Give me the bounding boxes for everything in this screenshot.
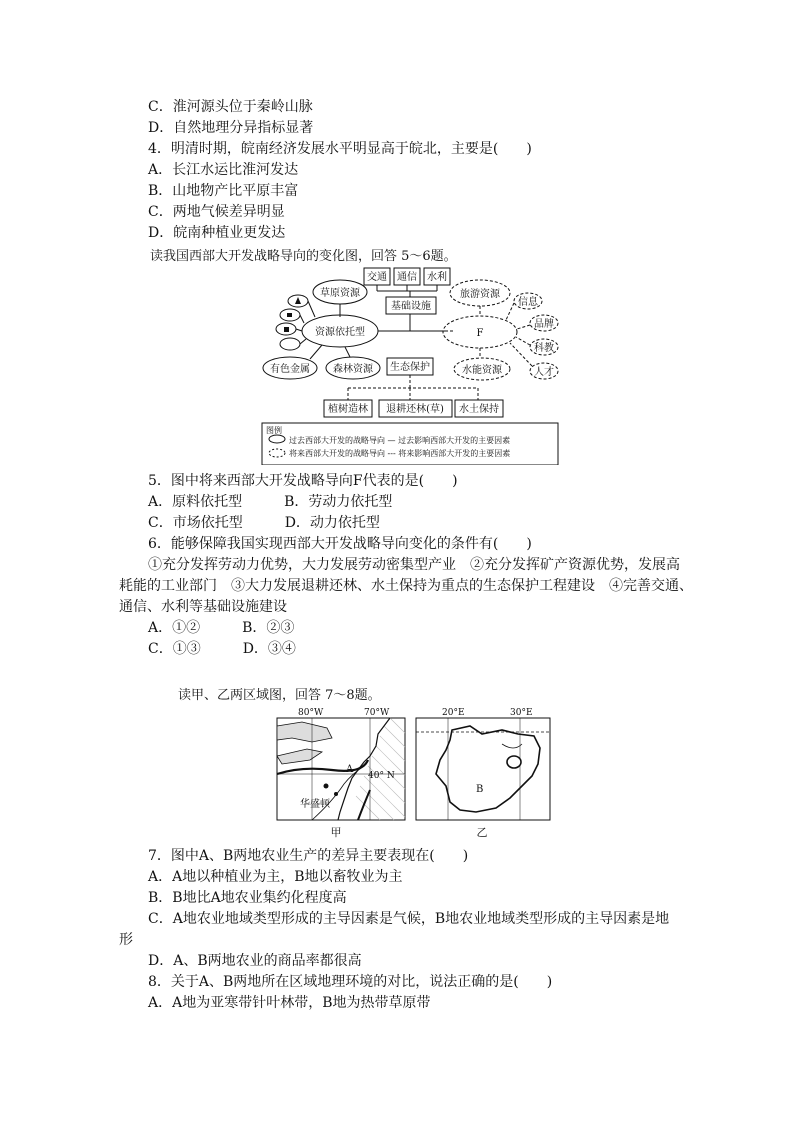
- strategy-diagram: [260, 265, 560, 465]
- label-f: F: [476, 328, 484, 339]
- label-transport: 交通: [367, 272, 387, 283]
- label-soil-conservation: 水土保持: [459, 404, 499, 415]
- legend-title: 图例: [266, 426, 282, 435]
- q7-option-d: D．A、B两地农业的商品率都很高: [148, 953, 362, 969]
- label-science: 科教: [534, 343, 554, 354]
- q4-stem: 4．明清时期，皖南经济发展水平明显高于皖北，主要是( ): [148, 141, 532, 157]
- q3-option-c: C．淮河源头位于秦岭山脉: [148, 99, 313, 115]
- map-yi: [410, 704, 560, 844]
- label-return-forest: 退耕还林(草): [386, 404, 444, 415]
- jia-caption: 甲: [330, 826, 342, 839]
- label-info: 信息: [518, 297, 538, 308]
- label-infrastructure: 基础设施: [391, 301, 431, 312]
- q7-option-c-line1: C．A地农业地域类型形成的主导因素是气候，B地农业地域类型形成的主导因素是地: [148, 911, 670, 927]
- jia-point-a: A: [346, 764, 354, 775]
- label-talent: 人才: [534, 367, 554, 378]
- intro-5-6: 读我国西部大开发战略导向的变化图，回答 5～6题。: [150, 249, 457, 264]
- legend-row-2: 将来西部大开发的战略导向 --- 将来影响西部大开发的主要因素: [289, 449, 511, 458]
- q5-stem: 5．图中将来西部大开发战略导向F代表的是( ): [148, 473, 458, 489]
- q7-option-b: B．B地比A地农业集约化程度高: [148, 890, 347, 906]
- q4-option-b: B．山地物产比平原丰富: [148, 183, 299, 199]
- label-forest: 森林资源: [333, 364, 373, 375]
- jia-city-washington: 华盛顿: [300, 799, 330, 810]
- label-eco: 生态保护: [390, 362, 430, 373]
- map-jia: [272, 704, 412, 844]
- jia-lon-80w: 80°W: [298, 708, 324, 718]
- legend-row-1: 过去西部大开发的战略导向 — 过去影响西部大开发的主要因素: [289, 436, 511, 445]
- label-tourism: 旅游资源: [460, 289, 500, 300]
- label-grassland: 草原资源: [320, 288, 360, 299]
- q7-option-a: A．A地以种植业为主，B地以畜牧业为主: [148, 869, 403, 885]
- q7-stem: 7．图中A、B两地农业生产的差异主要表现在( ): [148, 848, 469, 864]
- yi-lon-20e: 20°E: [442, 708, 465, 718]
- q5-options-row2: C．市场依托型 D．动力依托型: [148, 515, 380, 531]
- label-tree-planting: 植树造林: [328, 404, 368, 415]
- label-water: 水利: [427, 272, 447, 283]
- q6-item-line1: ①充分发挥劳动力优势，大力发展劳动密集型产业 ②充分发挥矿产资源优势，发展高: [148, 557, 680, 573]
- q4-option-a: A．长江水运比淮河发达: [148, 162, 299, 178]
- yi-caption: 乙: [476, 826, 488, 839]
- jia-lon-70w: 70°W: [364, 708, 390, 718]
- intro-7-8: 读甲、乙两区域图，回答 7～8题。: [178, 688, 381, 703]
- yi-point-b: B: [476, 784, 484, 795]
- q7-option-c-line2: 形: [119, 932, 133, 948]
- jia-lat-40n: 40° N: [368, 771, 395, 781]
- q6-item-line3: 通信、水利等基础设施建设: [119, 599, 287, 615]
- q4-option-d: D．皖南种植业更发达: [148, 225, 286, 241]
- q8-option-a: A．A地为亚寒带针叶林带，B地为热带草原带: [148, 995, 431, 1011]
- label-brand: 品牌: [534, 319, 554, 330]
- q6-options-row1: A．①② B．②③: [148, 620, 295, 636]
- q3-option-d: D．自然地理分异指标显著: [148, 120, 314, 136]
- label-hydro: 水能资源: [462, 365, 502, 376]
- q6-item-line2: 耗能的工业部门 ③大力发展退耕还林、水土保持为重点的生态保护工程建设 ④完善交通、: [119, 578, 693, 594]
- q5-options-row1: A．原料依托型 B．劳动力依托型: [148, 494, 393, 510]
- yi-lon-30e: 30°E: [510, 708, 533, 718]
- label-resource-center: 资源依托型: [315, 327, 365, 338]
- q8-stem: 8．关于A、B两地所在区域地理环境的对比，说法正确的是( ): [148, 974, 553, 990]
- q6-stem: 6．能够保障我国实现西部大开发战略导向变化的条件有( ): [148, 536, 532, 552]
- q6-options-row2: C．①③ D．③④: [148, 641, 296, 657]
- label-nonferrous: 有色金属: [270, 364, 310, 375]
- q4-option-c: C．两地气候差异明显: [148, 204, 285, 220]
- label-telecom: 通信: [397, 272, 417, 283]
